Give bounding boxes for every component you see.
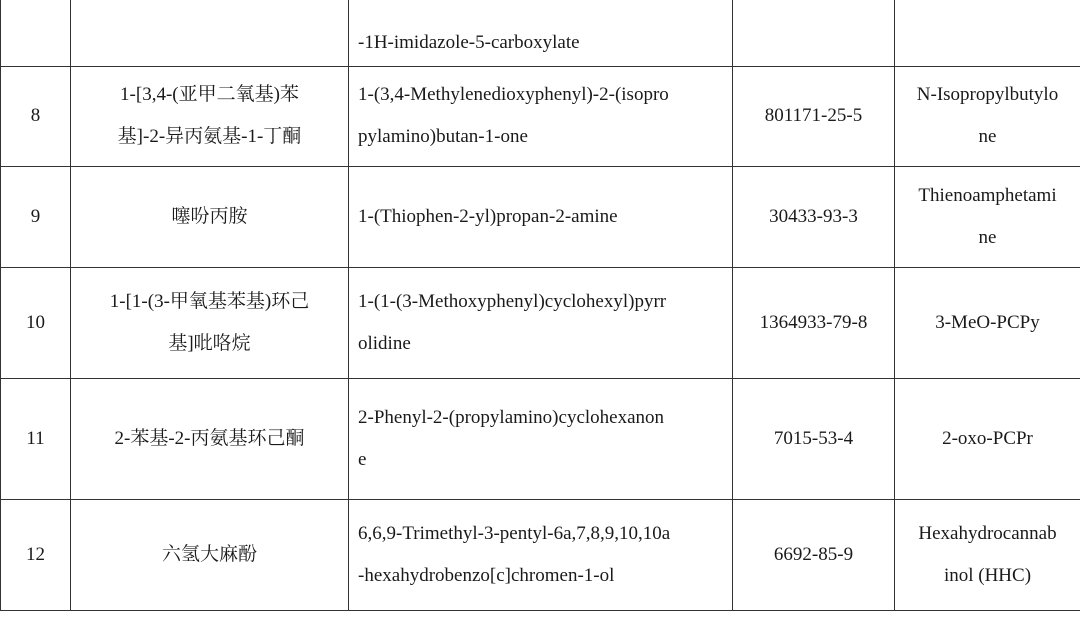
english-name-cell: -1H-imidazole-5-carboxylate [349, 0, 733, 66]
chinese-name-cell: 1-[3,4-(亚甲二氧基)苯 基]-2-异丙氨基-1-丁酮 [71, 66, 349, 166]
alias-cell: 2-oxo-PCPr [895, 378, 1080, 499]
table-row [1, 267, 1080, 378]
alias-cell: 3-MeO-PCPy [895, 267, 1080, 378]
cas-number-cell: 30433-93-3 [733, 166, 895, 267]
alias-cell [895, 0, 1080, 66]
row-number-cell: 9 [1, 166, 71, 267]
cas-number-cell: 7015-53-4 [733, 378, 895, 499]
english-name-cell: 1-(Thiophen-2-yl)propan-2-amine [349, 166, 733, 267]
row-number-cell: 8 [1, 66, 71, 166]
cas-number-cell: 1364933-79-8 [733, 267, 895, 378]
english-name-cell: 2-Phenyl-2-(propylamino)cyclohexanon e [349, 378, 733, 499]
alias-cell: Thienoamphetami ne [895, 166, 1080, 267]
chinese-name-cell [71, 0, 349, 66]
table-row [1, 166, 1080, 267]
chinese-name-cell: 噻吩丙胺 [71, 166, 349, 267]
row-number-cell: 11 [1, 378, 71, 499]
row-number-cell: 10 [1, 267, 71, 378]
cas-number-cell [733, 0, 895, 66]
row-number-cell: 12 [1, 499, 71, 610]
english-name-cell: 1-(3,4-Methylenedioxyphenyl)-2-(isopro pylamino)butan-1-one [349, 66, 733, 166]
table-row [1, 66, 1080, 166]
alias-cell: N-Isopropylbutylo ne [895, 66, 1080, 166]
chinese-name-cell: 1-[1-(3-甲氧基苯基)环己 基]吡咯烷 [71, 267, 349, 378]
cas-number-cell: 6692-85-9 [733, 499, 895, 610]
english-name-cell: 6,6,9-Trimethyl-3-pentyl-6a,7,8,9,10,10a -hexahydrobenzo[c]chromen-1-ol [349, 499, 733, 610]
page-bottom-margin [0, 612, 1080, 640]
chinese-name-cell: 六氢大麻酚 [71, 499, 349, 610]
table-row [1, 0, 1080, 66]
table-row [1, 499, 1080, 610]
english-name-cell: 1-(1-(3-Methoxyphenyl)cyclohexyl)pyrr olidine [349, 267, 733, 378]
chinese-name-cell: 2-苯基-2-丙氨基环己酮 [71, 378, 349, 499]
table-row [1, 378, 1080, 499]
cas-number-cell: 801171-25-5 [733, 66, 895, 166]
row-number-cell [1, 0, 71, 66]
alias-cell: Hexahydrocannab inol (HHC) [895, 499, 1080, 610]
